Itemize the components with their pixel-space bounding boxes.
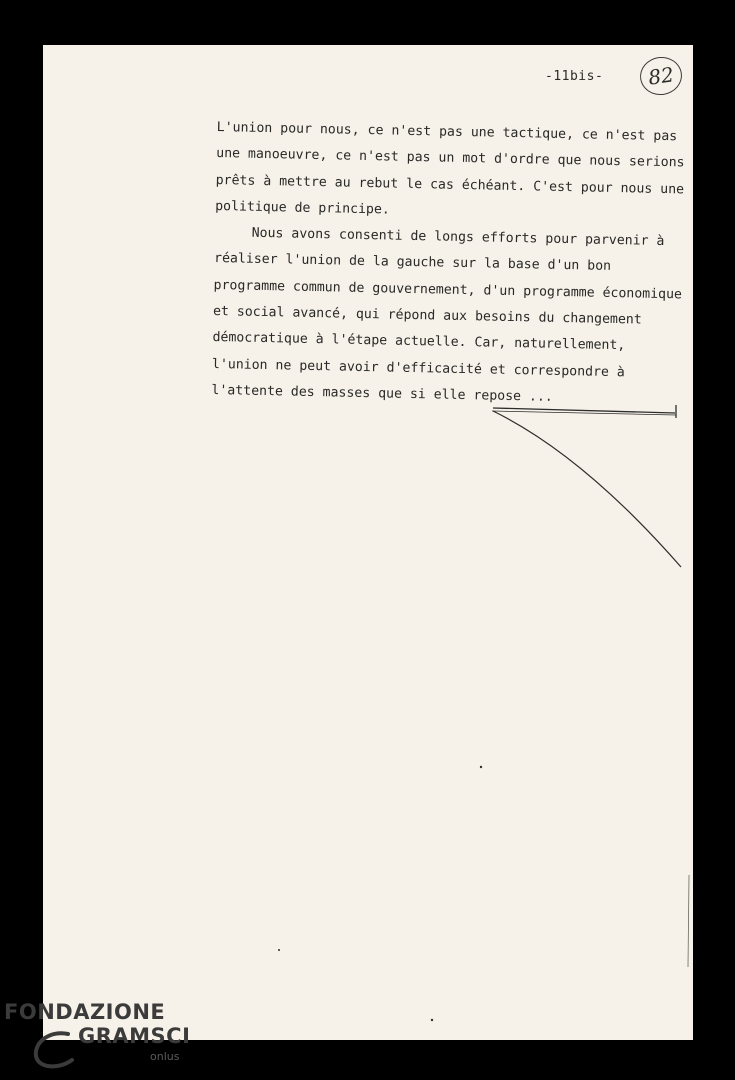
logo-suffix: onlus — [150, 1050, 180, 1063]
paragraph-2: Nous avons consenti de longs efforts pour parvenir à réaliser l'union de la gauche sur la base d'un bon programme commun de gouvernement, d'un programme économique et social avancé, qui répond aux besoins du changement démocratique à l'étape actuelle. Car, naturellement, l'union ne peut avoir d'efficacité et correspondre à l'attente des masses que si elle repose ... — [211, 225, 683, 405]
logo-text-line2: GRAMSCI — [78, 1024, 191, 1048]
logo-text-line1: FONDAZIONE — [4, 1000, 166, 1024]
document-page — [43, 45, 693, 1040]
folio-number: 82 — [646, 62, 676, 90]
paragraph-1: L'union pour nous, ce n'est pas une tactique, ce n'est pas une manoeuvre, ce n'est pas un mot d'ordre que nous serions prêts à mettre au rebut le cas échéant. C'est pour nous une politique de principe. — [215, 119, 685, 218]
fondazione-gramsci-watermark — [4, 1000, 204, 1070]
pen-strike-marks — [43, 45, 693, 1040]
page-number: -11bis- — [545, 69, 604, 84]
